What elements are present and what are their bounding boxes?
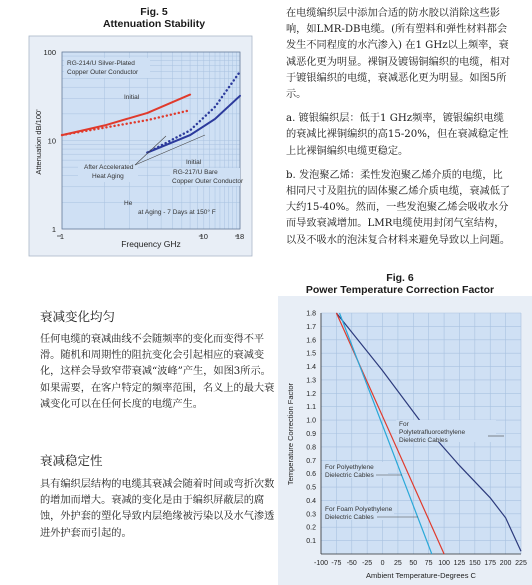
fig5-x-tick-label: 10 [199, 232, 208, 241]
fig5-y-tick-label: 10 [47, 136, 56, 146]
fig5-annot-initial-red: Initial [124, 94, 140, 101]
fig5-chart [0, 32, 270, 277]
fig6-y-tick-label: 0.7 [306, 457, 316, 465]
fig6-x-tick-label: 175 [484, 560, 497, 567]
fig6-x-tick-label: -50 [346, 560, 357, 567]
fig6-x-tick-label: 225 [515, 560, 527, 567]
fig6-y-tick-label: 1.5 [306, 350, 316, 358]
section-body-stability: 具有编织层结构的电缆其衰减会随着时间或弯折次数的增加而增大。衰减的变化是由于编织屏蔽层的腐蚀，外护套的塑化导致内层绝缘被污染以及水气渗透进外护套而引起的。 [40, 479, 275, 539]
fig5-y-axis-label: Attenuation dB/100' [34, 109, 43, 175]
fig6-annot-ptfe-line1: For [399, 421, 409, 428]
fig6-x-tick-label: 50 [409, 560, 418, 567]
fig6-y-tick-label: 0.8 [306, 444, 316, 452]
fig6-chart [278, 296, 532, 585]
fig6-x-tick-label: 125 [453, 560, 466, 567]
fig5-x-axis-label: Frequency GHz [121, 239, 181, 249]
fig5-number: Fig. 5 [140, 6, 168, 18]
fig6-y-tick-label: 1.8 [306, 310, 316, 318]
fig6-y-axis-label: Temperature Correction Factor [286, 382, 295, 486]
fig6-number: Fig. 6 [386, 272, 414, 284]
fig6-annot-pe-line2: Dielectric Cables [325, 472, 374, 479]
fig5-annot-rg217-line1: RG-217/U Bare [173, 169, 218, 176]
fig6-annot-ptfe-line2: Polytetrafluorcethylene [399, 429, 466, 436]
paragraph-foam-pe: b. 发泡聚乙烯：柔性发泡聚乙烯介质的电缆，比相同尺寸及阻抗的固体聚乙烯介质电缆，衰减低了大约15-40%。然而，一些发泡聚乙烯会吸收水分而导致衰减增加。LMR电缆使用封闭气室结构，以及不吸水的泡沫复合材料来避免导致以上问题。 [286, 169, 511, 246]
fig6-y-tick-label: 1.1 [306, 404, 316, 412]
fig6-y-tick-label: 0.2 [306, 524, 316, 532]
fig6-y-tick-label: 0.1 [306, 538, 316, 546]
fig6-y-tick-label: 1.0 [306, 417, 316, 425]
fig5-x-tick-label: 1 [59, 232, 65, 241]
fig6-y-tick-label: 0.5 [306, 484, 316, 492]
fig6-annot-pe-line1: For Polyethylene [325, 464, 374, 471]
fig6-caption [282, 272, 518, 296]
fig6-y-tick-label: 1.3 [306, 377, 316, 385]
fig5-annot-rg214-line1: RG-214/U Silver-Plated [67, 60, 135, 67]
fig6-x-tick-label: -75 [331, 560, 342, 567]
fig6-x-axis-label: Ambient Temperature-Degrees C [366, 571, 476, 580]
fig5-annot-heat-line2: at Aging - 7 Days at 150° F [138, 209, 216, 216]
paragraph-silver-braid: a. 镀银编织层：低于1 GHz频率，镀银编织电缆的衰减比裸铜编织的高15-20%，但在衰减稳定性上比裸铜编织电缆更稳定。 [286, 113, 509, 157]
fig5-title: Attenuation Stability [102, 18, 206, 30]
fig6-x-tick-label: 75 [424, 560, 433, 567]
fig6-x-tick-label: -25 [362, 560, 373, 567]
fig6-x-tick-label: 25 [394, 560, 402, 567]
fig6-y-tick-label: 1.2 [306, 390, 316, 398]
section-heading-stability: 衰减稳定性 [40, 453, 103, 468]
section-body-uniformity: 任何电缆的衰减曲线不会随频率的变化而变得不平滑。随机和周期性的阻抗变化会引起相应的衰减变化，这样会导致窄带衰减“波峰”产生，如图3所示。如果需要，在客户特定的频率范围，名义上的最大衰减变化可以在任何长度的电缆产生。 [40, 334, 275, 410]
fig6-x-tick-label: 200 [499, 560, 512, 567]
fig5-caption [54, 6, 254, 30]
section-heading-uniformity: 衰减变化均匀 [40, 309, 116, 324]
fig5-annot-rg214-line2: Copper Outer Conductor [67, 69, 139, 76]
fig6-x-tick-label: -100 [313, 560, 329, 567]
fig6-x-tick-label: 150 [469, 560, 481, 567]
fig6-annot-ptfe-line3: Dielectric Cables [399, 437, 448, 444]
fig6-title: Power Temperature Correction Factor [305, 284, 495, 296]
fig6-x-tick-label: 0 [380, 560, 385, 567]
fig5-y-tick-label: 1 [51, 225, 56, 234]
fig6-x-tick-label: 100 [438, 560, 450, 567]
fig5-annot-rg217-line2: Copper Outer Conductor [172, 178, 244, 185]
right-top-text [286, 6, 512, 249]
fig5-y-tick-label: 100 [43, 48, 56, 57]
fig6-annot-foam-line2: Dielectric Cables [325, 514, 374, 521]
fig6-y-tick-label: 0.9 [306, 431, 316, 438]
paragraph-waterproof: 在电缆编织层中添加合适的防水胶以消除这些影响，如LMR-DB电缆。(所有塑料和弹性材料都会发生不同程度的水汽渗入) 在1 GHz以上频率，衰减恶化更为明显。裸铜及镀锡铜编织的电缆，相对于镀银编织的电缆，衰减恶化更为明显。如图5所示。 [286, 8, 511, 101]
fig6-y-tick-label: 0.3 [306, 511, 316, 519]
fig6-y-tick-label: 1.6 [306, 337, 316, 345]
fig5-annot-heat-line1: He [124, 200, 133, 207]
fig5-annot-initial-blue: Initial [186, 159, 202, 166]
fig6-y-tick-label: 0.6 [306, 471, 316, 479]
fig6-y-tick-label: 0.4 [306, 497, 316, 505]
fig6-y-tick-label: 1.4 [306, 364, 316, 372]
fig6-y-tick-label: 1.7 [306, 323, 316, 331]
fig6-annot-foam-line1: For Foam Polyethylene [325, 506, 393, 513]
fig5-x-tick-label: 18 [235, 232, 245, 241]
fig5-annot-aging-line1: After Accelerated [84, 164, 134, 171]
fig5-grid [62, 52, 240, 229]
fig5-annot-aging-line2: Heat Aging [92, 173, 124, 180]
